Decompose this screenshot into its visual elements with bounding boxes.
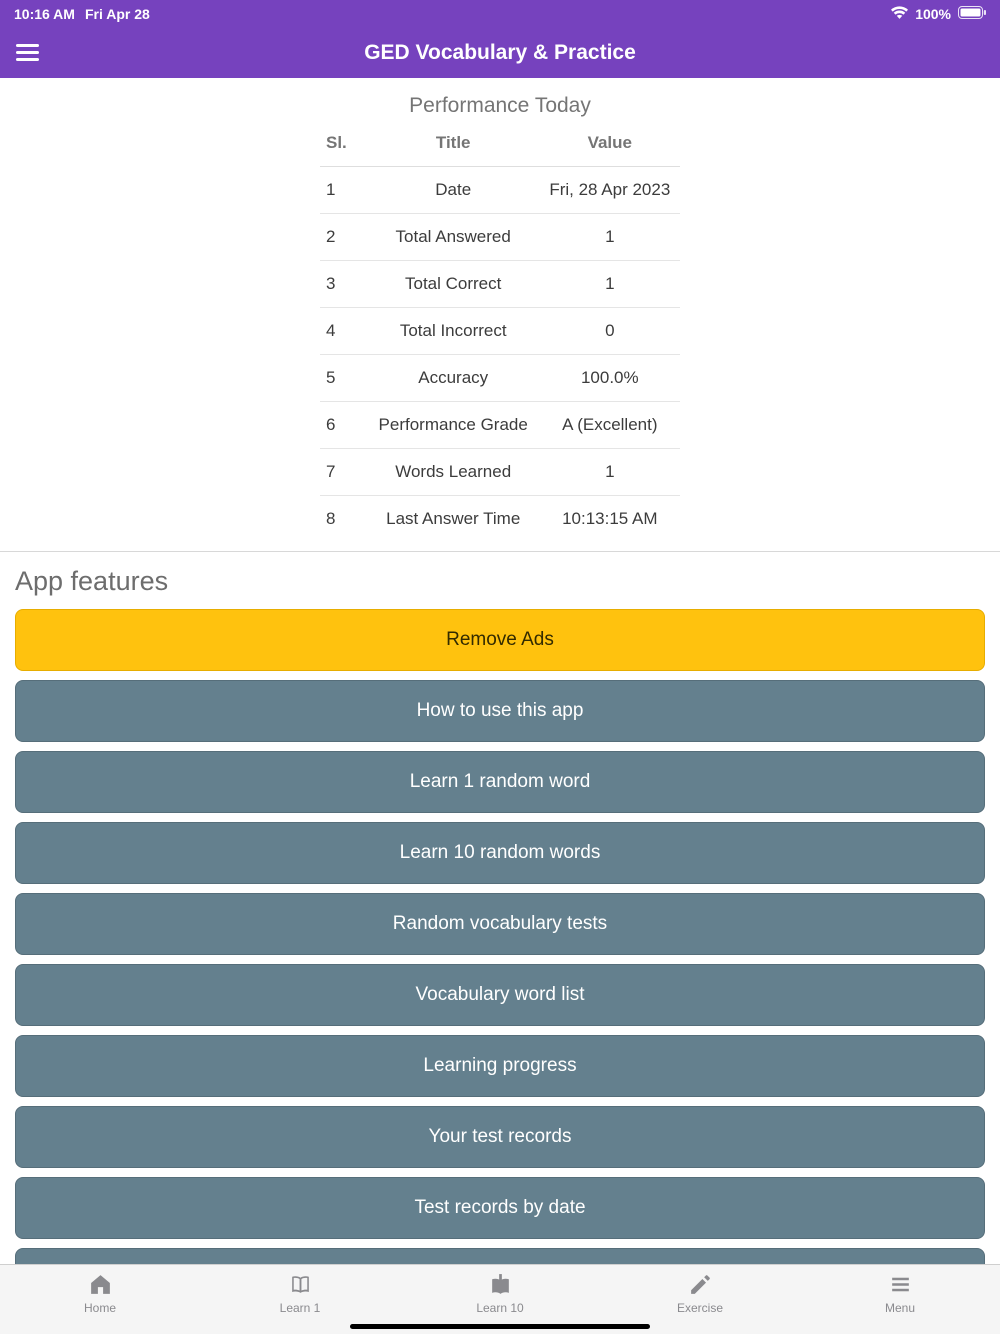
table-cell: 1	[540, 261, 680, 308]
table-row	[320, 355, 680, 402]
feature-button-learn-1-random-word[interactable]: Learn 1 random word	[15, 751, 985, 813]
table-cell: 7	[320, 449, 367, 496]
feature-button-learn-10-random-words[interactable]: Learn 10 random words	[15, 822, 985, 884]
menu-lines-icon	[888, 1272, 913, 1297]
status-bar	[0, 0, 1000, 27]
battery-percent: 100%	[915, 5, 951, 22]
table-cell: Words Learned	[367, 449, 540, 496]
feature-button-your-test-records[interactable]: Your test records	[15, 1106, 985, 1168]
home-icon	[88, 1272, 113, 1297]
table-cell: 1	[320, 167, 367, 214]
tab-label: Exercise	[676, 1301, 723, 1315]
home-indicator[interactable]	[350, 1324, 650, 1329]
pencil-icon	[688, 1272, 713, 1297]
table-row	[320, 261, 680, 308]
feature-buttons-list	[15, 680, 985, 1239]
app-title: GED Vocabulary & Practice	[364, 40, 636, 64]
status-time: 10:16 AM	[14, 5, 75, 22]
feature-button-test-records-by-date[interactable]: Test records by date	[15, 1177, 985, 1239]
tab-exercise[interactable]	[600, 1272, 800, 1315]
performance-title: Performance Today	[409, 94, 591, 117]
status-date: Fri Apr 28	[84, 5, 150, 22]
column-header-title: Title	[367, 120, 540, 167]
table-cell: 2	[320, 214, 367, 261]
remove-ads-button[interactable]: Remove Ads	[15, 609, 985, 671]
tab-bar	[0, 1264, 1000, 1334]
table-cell: Total Incorrect	[367, 308, 540, 355]
feature-button-learning-progress[interactable]: Learning progress	[15, 1035, 985, 1097]
table-cell: 8	[326, 509, 336, 528]
open-book-icon	[288, 1272, 313, 1297]
tab-menu[interactable]	[800, 1272, 1000, 1315]
table-cell: 1	[540, 449, 680, 496]
table-cell: Total Answered	[367, 214, 540, 261]
table-row	[320, 402, 680, 449]
tab-learn-1[interactable]	[200, 1272, 400, 1315]
menu-icon[interactable]	[16, 44, 39, 61]
performance-table	[320, 120, 680, 542]
table-row	[320, 308, 680, 355]
book-bookmark-icon	[488, 1272, 513, 1297]
app-bar	[0, 27, 1000, 78]
table-cell: 4	[320, 308, 367, 355]
tab-learn-10[interactable]	[400, 1272, 600, 1315]
table-cell: 3	[320, 261, 367, 308]
battery-icon	[958, 6, 986, 22]
table-row	[320, 167, 680, 214]
table-cell: 5	[320, 355, 367, 402]
tab-label: Menu	[884, 1301, 916, 1315]
wifi-icon	[891, 6, 908, 22]
table-cell: 10:13:15 AM	[562, 509, 658, 528]
features-heading: App features	[15, 566, 169, 596]
feature-button-how-to-use-this-app[interactable]: How to use this app	[15, 680, 985, 742]
table-cell: 6	[320, 402, 367, 449]
table-row	[320, 449, 680, 496]
table-row	[320, 214, 680, 261]
tab-home[interactable]	[0, 1272, 200, 1315]
table-cell: 100.0%	[540, 355, 680, 402]
table-cell: Fri, 28 Apr 2023	[540, 167, 680, 214]
tabs	[0, 1265, 1000, 1315]
table-cell: 0	[540, 308, 680, 355]
features-section	[0, 552, 1000, 1310]
tab-label: Learn 1	[279, 1301, 321, 1315]
performance-section	[0, 78, 1000, 542]
table-cell: Total Correct	[367, 261, 540, 308]
table-cell: Performance Grade	[367, 402, 540, 449]
tab-label: Home	[83, 1301, 116, 1315]
table-cell: Last Answer Time	[386, 509, 521, 528]
table-cell: 1	[540, 214, 680, 261]
status-right	[891, 6, 986, 22]
column-header-value: Value	[540, 120, 680, 167]
feature-button-random-vocabulary-tests[interactable]: Random vocabulary tests	[15, 893, 985, 955]
feature-button-vocabulary-word-list[interactable]: Vocabulary word list	[15, 964, 985, 1026]
table-cell: Date	[367, 167, 540, 214]
table-cell: Accuracy	[367, 355, 540, 402]
status-left	[14, 6, 150, 22]
tab-label: Learn 10	[476, 1301, 524, 1315]
table-header-row	[320, 120, 680, 167]
table-cell: A (Excellent)	[540, 402, 680, 449]
column-header-sl: Sl.	[320, 120, 367, 167]
table-row	[320, 496, 680, 543]
